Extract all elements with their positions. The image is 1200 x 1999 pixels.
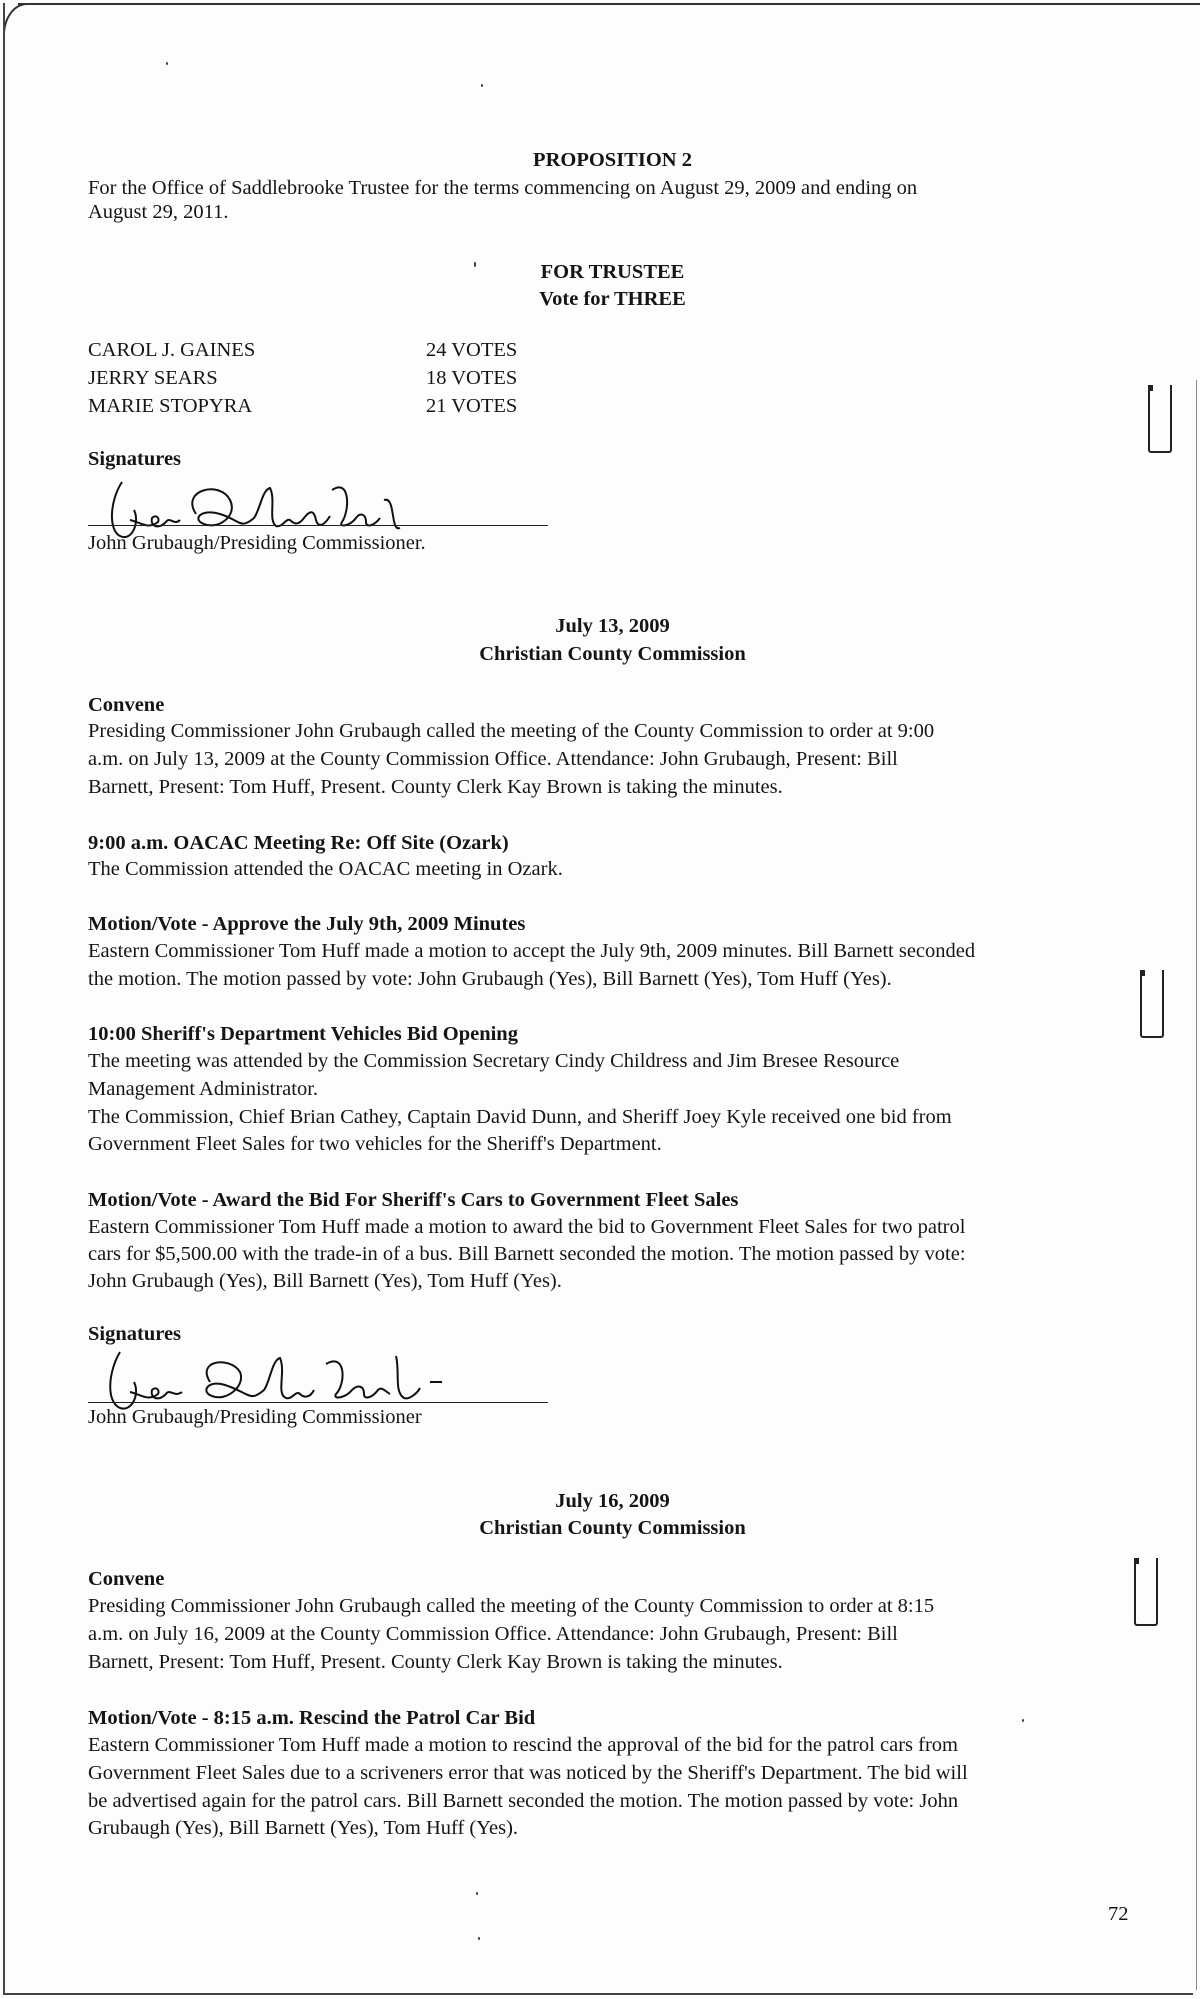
margin-bracket-mark [1134,1558,1158,1626]
candidate-votes: 18 VOTES [426,367,518,389]
candidate-votes: 21 VOTES [426,395,518,417]
scan-speck [166,62,168,65]
margin-bracket-mark [1148,385,1172,453]
meeting-date: July 16, 2009 [555,1490,670,1512]
section-line: Grubaugh (Yes), Bill Barnett (Yes), Tom Huff (Yes). [88,1817,519,1839]
candidate-name: CAROL J. GAINES [88,339,256,361]
scan-edge-bottom [3,1993,1193,1995]
section-heading: Convene [88,1568,165,1590]
section-line: John Grubaugh (Yes), Bill Barnett (Yes), Tom Huff (Yes). [88,1270,562,1292]
proposition-text-line-1: For the Office of Saddlebrooke Trustee for the terms commencing on August 29, 2009 and ending on [88,177,918,199]
signature-line [88,525,548,526]
signatures-heading: Signatures [88,448,182,470]
scan-edge-top [18,3,1200,5]
meeting-body: Christian County Commission [479,1517,746,1539]
scan-corner [3,3,27,41]
section-line: Presiding Commissioner John Grubaugh called the meeting of the County Commission to order at 8:15 [88,1595,935,1617]
section-line: Barnett, Present: Tom Huff, Present. County Clerk Kay Brown is taking the minutes. [88,776,783,798]
section-line: The Commission, Chief Brian Cathey, Captain David Dunn, and Sheriff Joey Kyle received one bid from [88,1106,952,1128]
section-line: Government Fleet Sales due to a scriveners error that was noticed by the Sheriff's Department. The bid will [88,1762,968,1784]
section-heading: 9:00 a.m. OACAC Meeting Re: Off Site (Ozark) [88,832,509,854]
section-heading: Motion/Vote - 8:15 a.m. Rescind the Patrol Car Bid [88,1707,536,1729]
vote-for-three: Vote for THREE [539,288,686,310]
section-line: a.m. on July 16, 2009 at the County Commission Office. Attendance: John Grubaugh, Present: Bill [88,1623,898,1645]
section-line: the motion. The motion passed by vote: John Grubaugh (Yes), Bill Barnett (Yes), Tom Huff (Yes). [88,968,892,990]
section-line: be advertised again for the patrol cars. Bill Barnett seconded the motion. The motion passed by vote: John [88,1790,959,1812]
section-line: The meeting was attended by the Commission Secretary Cindy Childress and Jim Bresee Resource [88,1050,900,1072]
section-line: Eastern Commissioner Tom Huff made a motion to accept the July 9th, 2009 minutes. Bill Barnett seconded [88,940,976,962]
signer-title: John Grubaugh/Presiding Commissioner [88,1406,422,1428]
signer-title: John Grubaugh/Presiding Commissioner. [88,532,426,554]
candidate-name: MARIE STOPYRA [88,395,253,417]
candidate-votes: 24 VOTES [426,339,518,361]
section-line: Eastern Commissioner Tom Huff made a motion to award the bid to Government Fleet Sales for two patrol [88,1216,966,1238]
section-line: Government Fleet Sales for two vehicles for the Sheriff's Department. [88,1133,662,1155]
section-line: Eastern Commissioner Tom Huff made a motion to rescind the approval of the bid for the patrol cars from [88,1734,958,1756]
proposition-title: PROPOSITION 2 [533,149,692,171]
section-line: cars for $5,500.00 with the trade-in of a bus. Bill Barnett seconded the motion. The motion passed by vote: [88,1243,966,1265]
section-line: The Commission attended the OACAC meeting in Ozark. [88,858,563,880]
scan-speck [478,1937,480,1940]
section-line: Management Administrator. [88,1078,319,1100]
section-heading: Motion/Vote - Approve the July 9th, 2009 Minutes [88,913,526,935]
candidate-name: JERRY SEARS [88,367,218,389]
section-line: Barnett, Present: Tom Huff, Present. County Clerk Kay Brown is taking the minutes. [88,1651,783,1673]
proposition-text-line-2: August 29, 2011. [88,201,229,223]
margin-bracket-mark [1140,970,1164,1038]
section-heading: Convene [88,694,165,716]
scan-speck [481,84,483,87]
scan-speck [476,1892,478,1895]
section-line: Presiding Commissioner John Grubaugh called the meeting of the County Commission to order at 9:00 [88,720,935,742]
for-trustee-heading: FOR TRUSTEE [540,261,685,283]
signatures-heading: Signatures [88,1323,182,1345]
signature-line [88,1402,548,1403]
meeting-body: Christian County Commission [479,643,746,665]
section-line: a.m. on July 13, 2009 at the County Commission Office. Attendance: John Grubaugh, Present: Bill [88,748,898,770]
section-heading: Motion/Vote - Award the Bid For Sheriff's Cars to Government Fleet Sales [88,1189,739,1211]
section-heading: 10:00 Sheriff's Department Vehicles Bid Opening [88,1023,518,1045]
meeting-date: July 13, 2009 [555,615,670,637]
page-number: 72 [1108,1903,1129,1925]
